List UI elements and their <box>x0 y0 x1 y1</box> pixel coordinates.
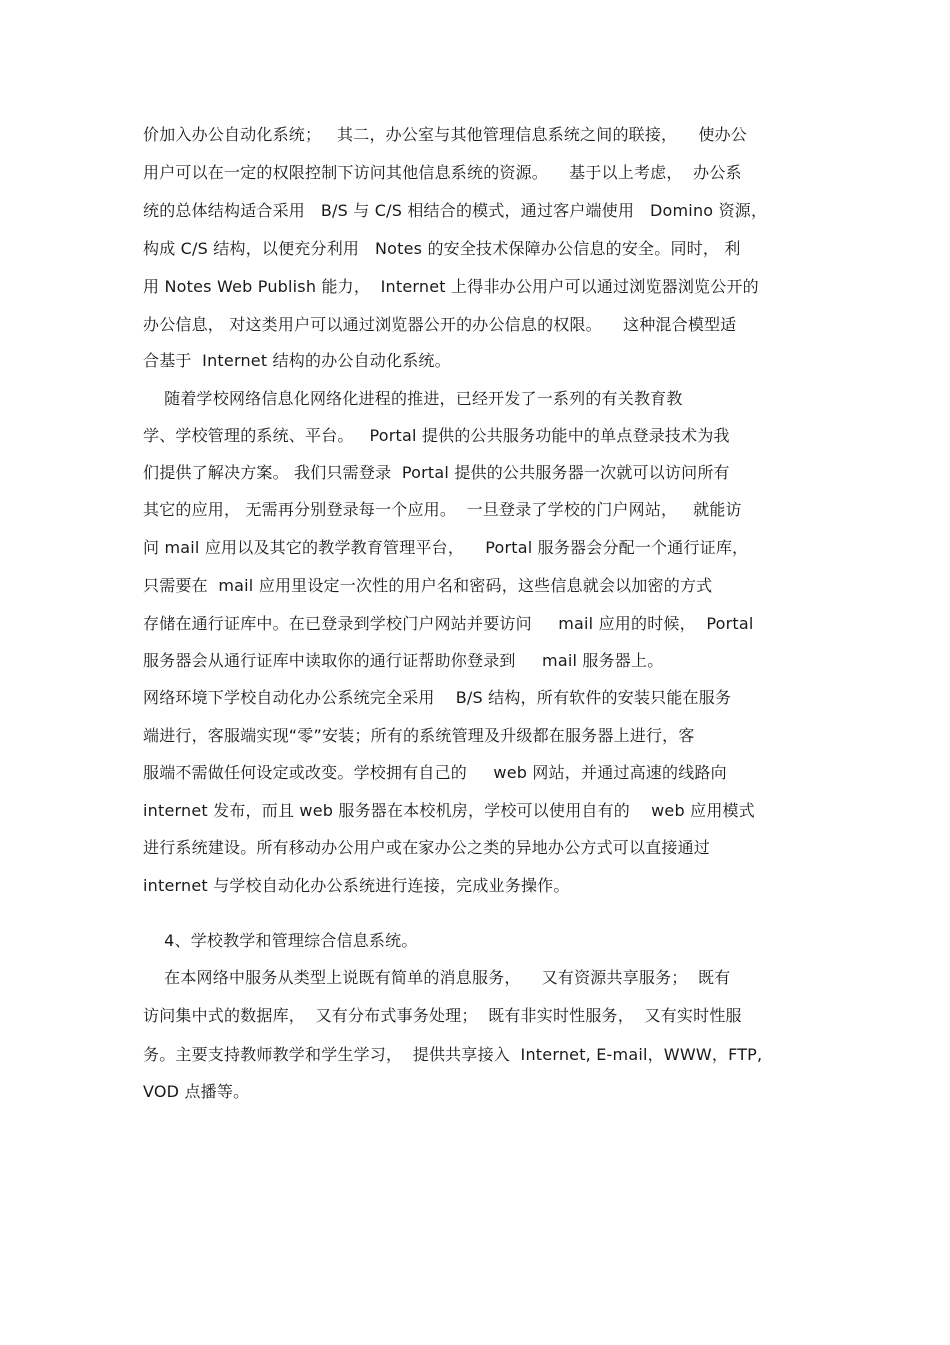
text-line: 用户可以在一定的权限控制下访问其他信息系统的资源。 基于以上考虑， 办公系 <box>143 163 742 182</box>
text-line: 用 Notes Web Publish 能力， Internet 上得非办公用户可以通过浏览器浏览公开的 <box>143 277 759 296</box>
text-line: internet 发布，而且 web 服务器在本校机房，学校可以使用自有的 web 应用模式 <box>143 801 755 820</box>
text-line: 学、学校管理的系统、平台。 Portal 提供的公共服务功能中的单点登录技术为我 <box>143 426 730 445</box>
text-line: 服务器会从通行证库中读取你的通行证帮助你登录到 mail 服务器上。 <box>143 651 664 670</box>
text-line: 们提供了解决方案。 我们只需登录 Portal 提供的公共服务器一次就可以访问所有 <box>143 463 730 482</box>
text-line: 务。主要支持教师教学和学生学习， 提供共享接入 Internet, E-mail，WWW，FTP, <box>143 1045 763 1064</box>
text-line: 端进行，客服端实现“零”安装；所有的系统管理及升级都在服务器上进行，客 <box>143 726 695 745</box>
text-line: 价加入办公自动化系统； 其二，办公室与其他管理信息系统之间的联接， 使办公 <box>143 125 748 144</box>
text-line: 其它的应用， 无需再分别登录每一个应用。 一旦登录了学校的门户网站， 就能访 <box>143 500 742 519</box>
text-line: 服端不需做任何设定或改变。学校拥有自己的 web 网站，并通过高速的线路向 <box>143 763 727 782</box>
text-line: 构成 C/S 结构，以便充分利用 Notes 的安全技术保障办公信息的安全。同时， 利 <box>143 239 741 258</box>
text-line: 存储在通行证库中。在已登录到学校门户网站并要访问 mail 应用的时候， Portal <box>143 614 754 633</box>
text-line: 问 mail 应用以及其它的教学教育管理平台， Portal 服务器会分配一个通行证库， <box>143 538 749 557</box>
text-line: internet 与学校自动化办公系统进行连接，完成业务操作。 <box>143 876 570 895</box>
text-line: 统的总体结构适合采用 B/S 与 C/S 相结合的模式，通过客户端使用 Domino 资源， <box>143 201 768 220</box>
text-line: 只需要在 mail 应用里设定一次性的用户名和密码，这些信息就会以加密的方式 <box>143 576 713 595</box>
text-line: 网络环境下学校自动化办公系统完全采用 B/S 结构，所有软件的安装只能在服务 <box>143 688 732 707</box>
text-line: 访问集中式的数据库， 又有分布式事务处理； 既有非实时性服务， 又有实时性服 <box>143 1006 742 1025</box>
text-line: VOD 点播等。 <box>143 1082 250 1101</box>
text-line: 合基于 Internet 结构的办公自动化系统。 <box>143 351 451 370</box>
text-line: 在本网络中服务从类型上说既有简单的消息服务， 又有资源共享服务； 既有 <box>143 968 731 987</box>
section-heading: 4、学校教学和管理综合信息系统。 <box>143 931 418 950</box>
text-line: 进行系统建设。所有移动办公用户或在家办公之类的异地办公方式可以直接通过 <box>143 838 711 857</box>
text-line: 随着学校网络信息化网络化进程的推进，已经开发了一系列的有关教育教 <box>143 389 683 408</box>
text-line: 办公信息， 对这类用户可以通过浏览器公开的办公信息的权限。 这种混合模型适 <box>143 315 737 334</box>
